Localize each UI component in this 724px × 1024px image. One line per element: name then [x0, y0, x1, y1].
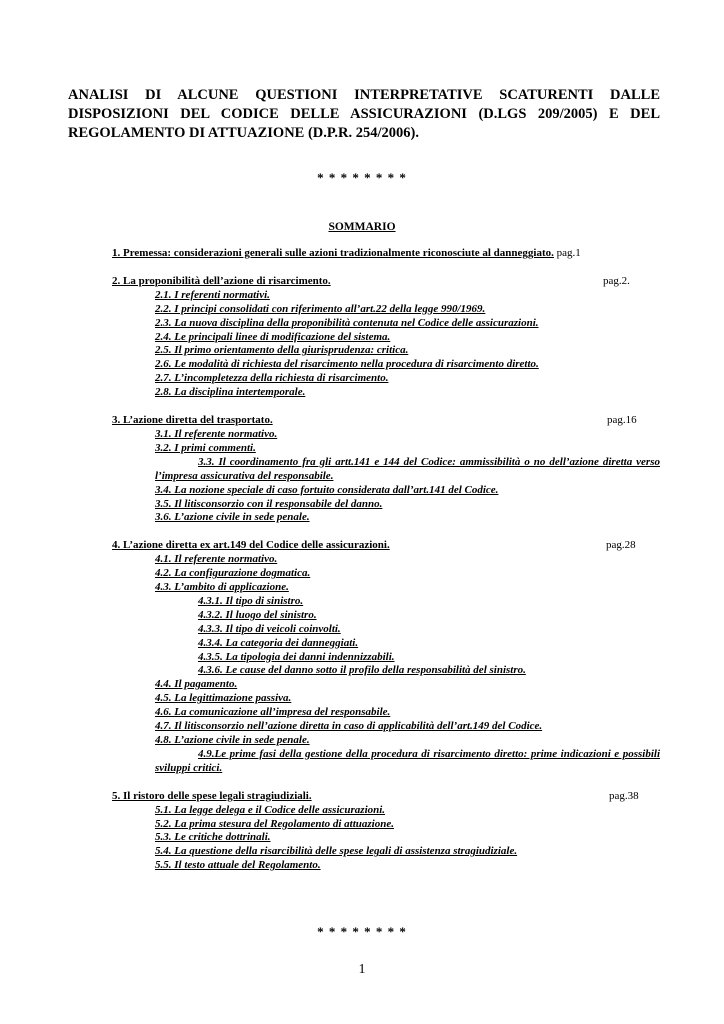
toc-subsubitem[interactable]: 4.3.5. La tipologia dei danni indennizzabili.	[198, 650, 395, 663]
toc-heading-text[interactable]: 5. Il ristoro delle spese legali stragiudiziali.	[112, 789, 312, 802]
toc-subitem[interactable]: 4.5. La legittimazione passiva.	[155, 692, 292, 705]
table-of-contents	[112, 247, 660, 887]
toc-subitem[interactable]: 5.1. La legge delega e il Codice delle assicurazioni.	[155, 803, 386, 816]
toc-subitem[interactable]: 2.8. La disciplina intertemporale.	[155, 386, 306, 399]
toc-subitem[interactable]: 3.6. L’azione civile in sede penale.	[155, 511, 310, 524]
toc-subitem[interactable]: 2.1. I referenti normativi.	[155, 288, 270, 301]
toc-section-1	[112, 247, 660, 261]
toc-page-ref: pag.38	[609, 789, 639, 802]
toc-subitem[interactable]: 2.4. Le principali linee di modificazione del sistema.	[155, 330, 391, 343]
toc-subitem[interactable]: 4.1. Il referente normativo.	[155, 553, 278, 566]
toc-subitem[interactable]: 4.8. L’azione civile in sede penale.	[155, 734, 310, 746]
toc-page-ref: pag.1	[556, 247, 581, 259]
toc-subitem[interactable]: 2.5. Il primo orientamento della giurisprudenza: critica.	[155, 344, 409, 357]
toc-subsubitem[interactable]: 4.3.1. Il tipo di sinistro.	[198, 594, 304, 607]
toc-subitem[interactable]: 5.5. Il testo attuale del Regolamento.	[155, 859, 321, 872]
title-line-2: DISPOSIZIONI DEL CODICE DELLE ASSICURAZIONI (D.LGS 209/2005) E DEL	[68, 106, 660, 122]
toc-subitem[interactable]: 4.7. Il litisconsorzio nell’azione diretta in caso di applicabilità dell’art.149 del Codice.	[155, 720, 543, 733]
toc-subitem[interactable]: 2.7. L’incompletezza della richiesta di risarcimento.	[155, 372, 389, 385]
toc-subitem[interactable]: 2.6. Le modalità di richiesta del risarcimento nella procedura di risarcimento diretto.	[155, 358, 539, 371]
toc-section-heading[interactable]	[112, 247, 660, 261]
title-line-1: ANALISI DI ALCUNE QUESTIONI INTERPRETATIVE SCATURENTI DALLE	[68, 87, 660, 103]
toc-subitem[interactable]: 3.5. Il litisconsorzio con il responsabile del danno.	[155, 497, 383, 510]
toc-subsubitem[interactable]: 4.3.3. Il tipo di veicoli coinvolti.	[198, 622, 341, 635]
document-title	[68, 86, 660, 143]
toc-heading-text[interactable]: 1. Premessa: considerazioni generali sulle azioni tradizionalmente riconosciute al danneggiato.	[112, 247, 554, 259]
toc-section-3	[112, 414, 660, 525]
toc-page-ref: pag.28	[606, 539, 636, 552]
toc-section-2	[112, 275, 660, 400]
toc-subitem[interactable]: 5.2. La prima stesura del Regolamento di attuazione.	[155, 817, 394, 830]
toc-subitem[interactable]: 5.4. La questione della risarcibilità delle spese legali di assistenza stragiudiziale.	[155, 845, 518, 858]
title-line-3: REGOLAMENTO DI ATTUAZIONE (D.P.R. 254/2006).	[68, 125, 419, 141]
toc-subsubitem[interactable]: 4.3.4. La categoria dei danneggiati.	[198, 636, 359, 649]
toc-subitem[interactable]: 4.3. L’ambito di applicazione.	[155, 581, 289, 594]
toc-heading-text[interactable]: 4. L’azione diretta ex art.149 del Codice delle assicurazioni.	[112, 539, 390, 552]
toc-subsubitem[interactable]: 4.3.6. Le cause del danno sotto il profilo della responsabilità del sinistro.	[198, 664, 526, 677]
toc-page-ref: pag.16	[607, 414, 637, 427]
toc-subitem[interactable]: 3.2. I primi commenti.	[155, 441, 256, 454]
toc-subitem[interactable]: 2.2. I principi consolidati con riferimento all’art.22 della legge 990/1969.	[155, 302, 486, 315]
toc-subitem[interactable]: 3.3. Il coordinamento fra gli artt.141 e 144 del Codice: ammissibilità o no dell’azione diretta verso l’impresa assicurativa del responsabile.	[155, 455, 660, 482]
toc-subitem[interactable]: 4.4. Il pagamento.	[155, 678, 238, 691]
separator-bottom: * * * * * * * *	[317, 924, 407, 939]
toc-section-heading[interactable]	[112, 414, 660, 428]
sommario-heading: SOMMARIO	[328, 221, 396, 233]
page-number: 1	[358, 962, 366, 977]
toc-section-4	[112, 539, 660, 775]
toc-page-ref: pag.2.	[603, 274, 630, 287]
toc-subitem[interactable]: 4.9.Le prime fasi della gestione della procedura di risarcimento diretto: prime indicazioni e possibili sviluppi critici.	[155, 747, 660, 774]
toc-subitem[interactable]: 4.2. La configurazione dogmatica.	[155, 567, 311, 580]
toc-subitem[interactable]: 4.6. La comunicazione all’impresa del responsabile.	[155, 706, 391, 719]
toc-subitem[interactable]: 3.4. La nozione speciale di caso fortuito considerata dall’art.141 del Codice.	[155, 483, 499, 496]
toc-section-heading[interactable]	[112, 539, 660, 553]
toc-section-5	[112, 790, 660, 873]
toc-subsubitem[interactable]: 4.3.2. Il luogo del sinistro.	[198, 608, 317, 621]
toc-subitem[interactable]: 3.1. Il referente normativo.	[155, 427, 278, 440]
toc-subitem[interactable]: 2.3. La nuova disciplina della proponibilità contenuta nel Codice delle assicurazioni.	[155, 316, 539, 329]
toc-subitem[interactable]: 5.3. Le critiche dottrinali.	[155, 831, 271, 844]
toc-section-heading[interactable]	[112, 275, 660, 289]
separator-top: * * * * * * * *	[317, 170, 407, 185]
toc-heading-text[interactable]: 2. La proponibilità dell’azione di risarcimento.	[112, 274, 331, 287]
toc-heading-text[interactable]: 3. L’azione diretta del trasportato.	[112, 414, 273, 427]
toc-section-heading[interactable]	[112, 790, 660, 804]
